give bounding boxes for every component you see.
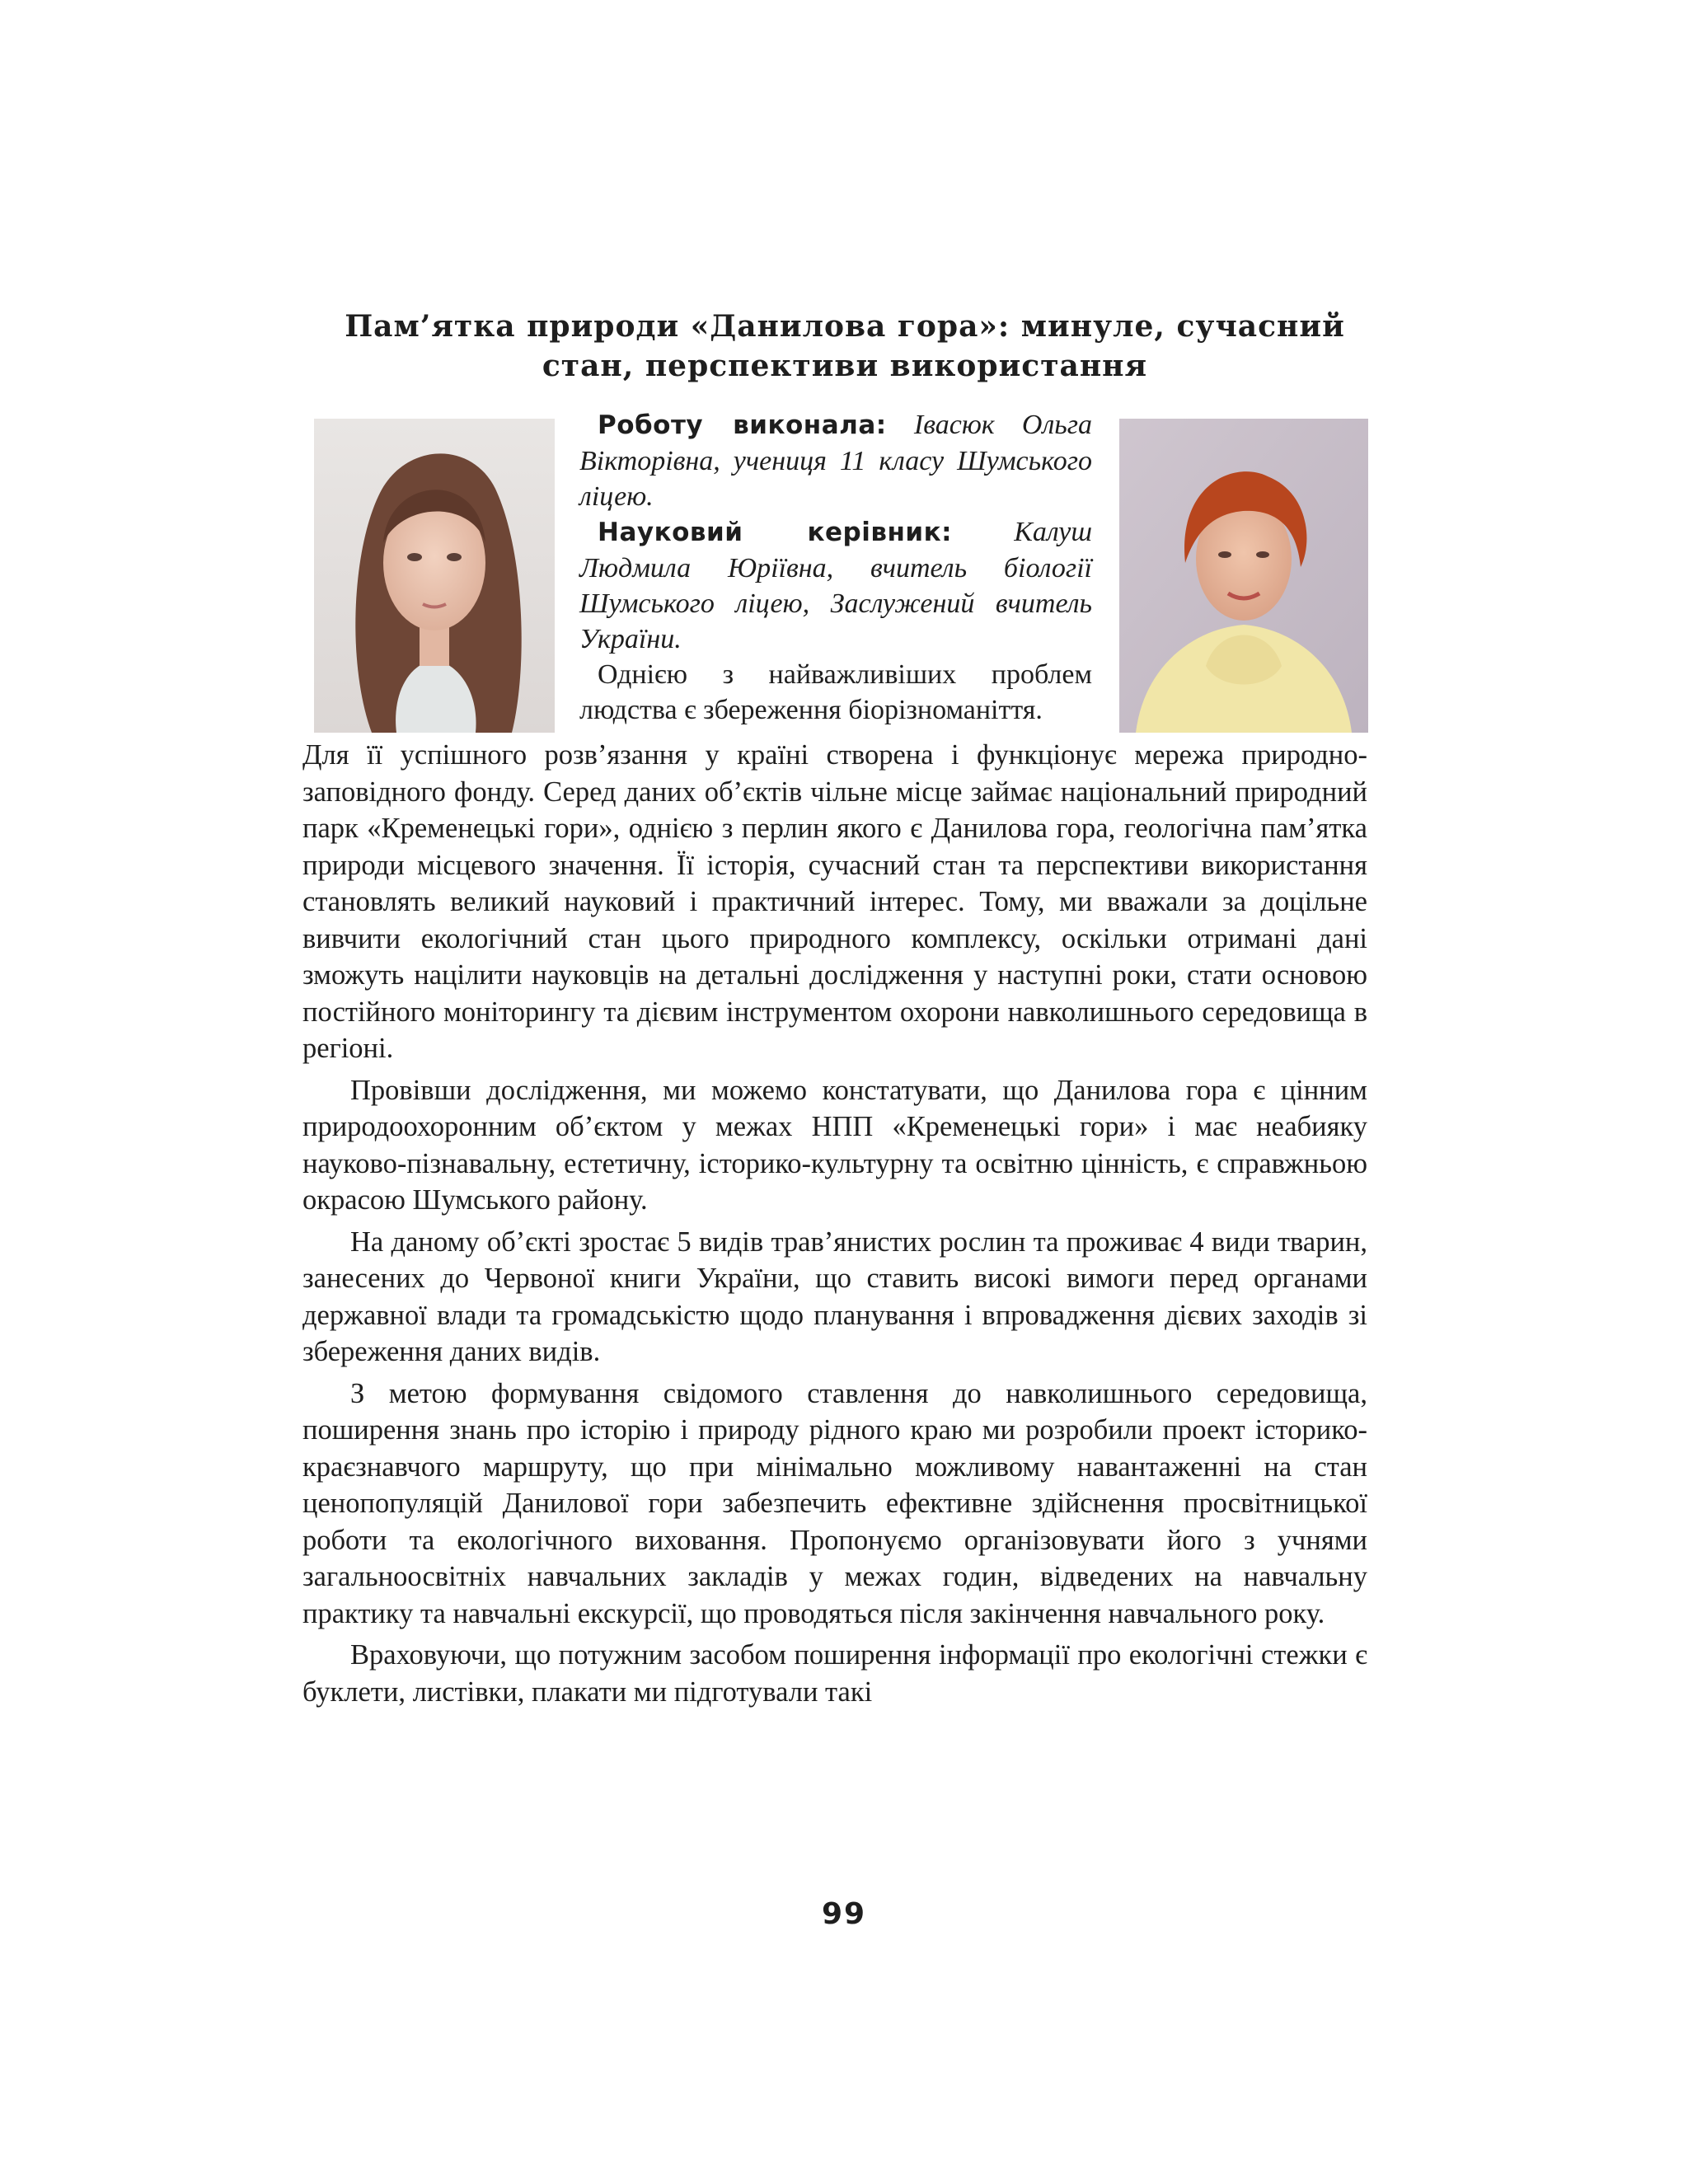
- author-info: [579, 407, 1092, 728]
- article-title: [297, 307, 1393, 386]
- paragraph-2: Провівши дослідження, ми можемо констатувати, що Данилова гора є цінним природоохоронним об’єктом у межах НПП «Кременецькі гори» і має неабияку науково-пізнавальну, естетичну, історико-культурну та освітню цінність, є справжньою окрасою Шумського району.: [302, 1074, 1367, 1216]
- paragraph-1-lead: Однією з найважливіших проблем людства є збереження біорізноманіття.: [579, 659, 1092, 725]
- supervisor-name: Калуш Людмила Юріївна, вчитель біології Шумського ліцею, Заслужений вчитель України.: [579, 517, 1092, 654]
- supervisor-photo: [1119, 419, 1368, 733]
- author-line: [579, 407, 1092, 514]
- paragraph-1-rest: Для її успішного розв’язання у країні створена і функціонує мережа природно-заповідного фонду. Серед даних об’єктів чільне місце займає національний природний парк «Кременецькі гори», однією з перлин якого є Данилова гора, геологічна пам’ятка природи місцевого значення. Її історія, сучасний стан та перспективи використання становлять великий науковий і практичний інтерес. Тому, ми вважали за доцільне вивчити екологічний стан цього природного комплексу, оскільки отримані дані зможуть націлити науковців на детальні дослідження у наступні роки, стати основою постійного моніторингу та дієвим інструментом охорони навколишнього середовища в регіоні.: [302, 739, 1367, 1064]
- student-photo: [314, 419, 555, 733]
- page-number: 99: [821, 1897, 867, 1931]
- article-title-line-2: стан, перспективи використання: [542, 349, 1148, 383]
- author-name: Івасюк Ольга Вікторівна, учениця 11 класу Шумського ліцею.: [579, 410, 1093, 512]
- article-body: [302, 737, 1367, 1715]
- author-label: Роботу виконала:: [598, 410, 887, 440]
- supervisor-label: Науковий керівник:: [598, 518, 953, 547]
- paragraph-3: На даному об’єкті зростає 5 видів трав’янистих рослин та проживає 4 види тварин, занесених до Червоної книги України, що ставить високі вимоги перед органами державної влади та громадськістю щодо планування і впровадження дієвих заходів зі збереження даних видів.: [302, 1226, 1367, 1367]
- paragraph-5: Враховуючи, що потужним засобом поширення інформації про екологічні стежки є буклети, листівки, плакати ми підготували такі: [302, 1639, 1367, 1708]
- paragraph-4: З метою формування свідомого ставлення до навколишнього середовища, поширення знань про історію і природу рідного краю ми розробили проект історико-краєзнавчого маршруту, що при мінімально можливому навантаженні на стан ценопопуляцій Данилової гори забезпечить ефективне здійснення просвітницької роботи та екологічного виховання. Пропонуємо організовувати його з учнями загальноосвітніх навчальних закладів у межах годин, відведених на навчальну практику та навчальні екскурсії, що проводяться після закінчення навчального року.: [302, 1377, 1367, 1629]
- article-title-line-1: Пам’ятка природи «Данилова гора»: минуле, сучасний: [345, 309, 1345, 344]
- supervisor-line: [579, 514, 1092, 657]
